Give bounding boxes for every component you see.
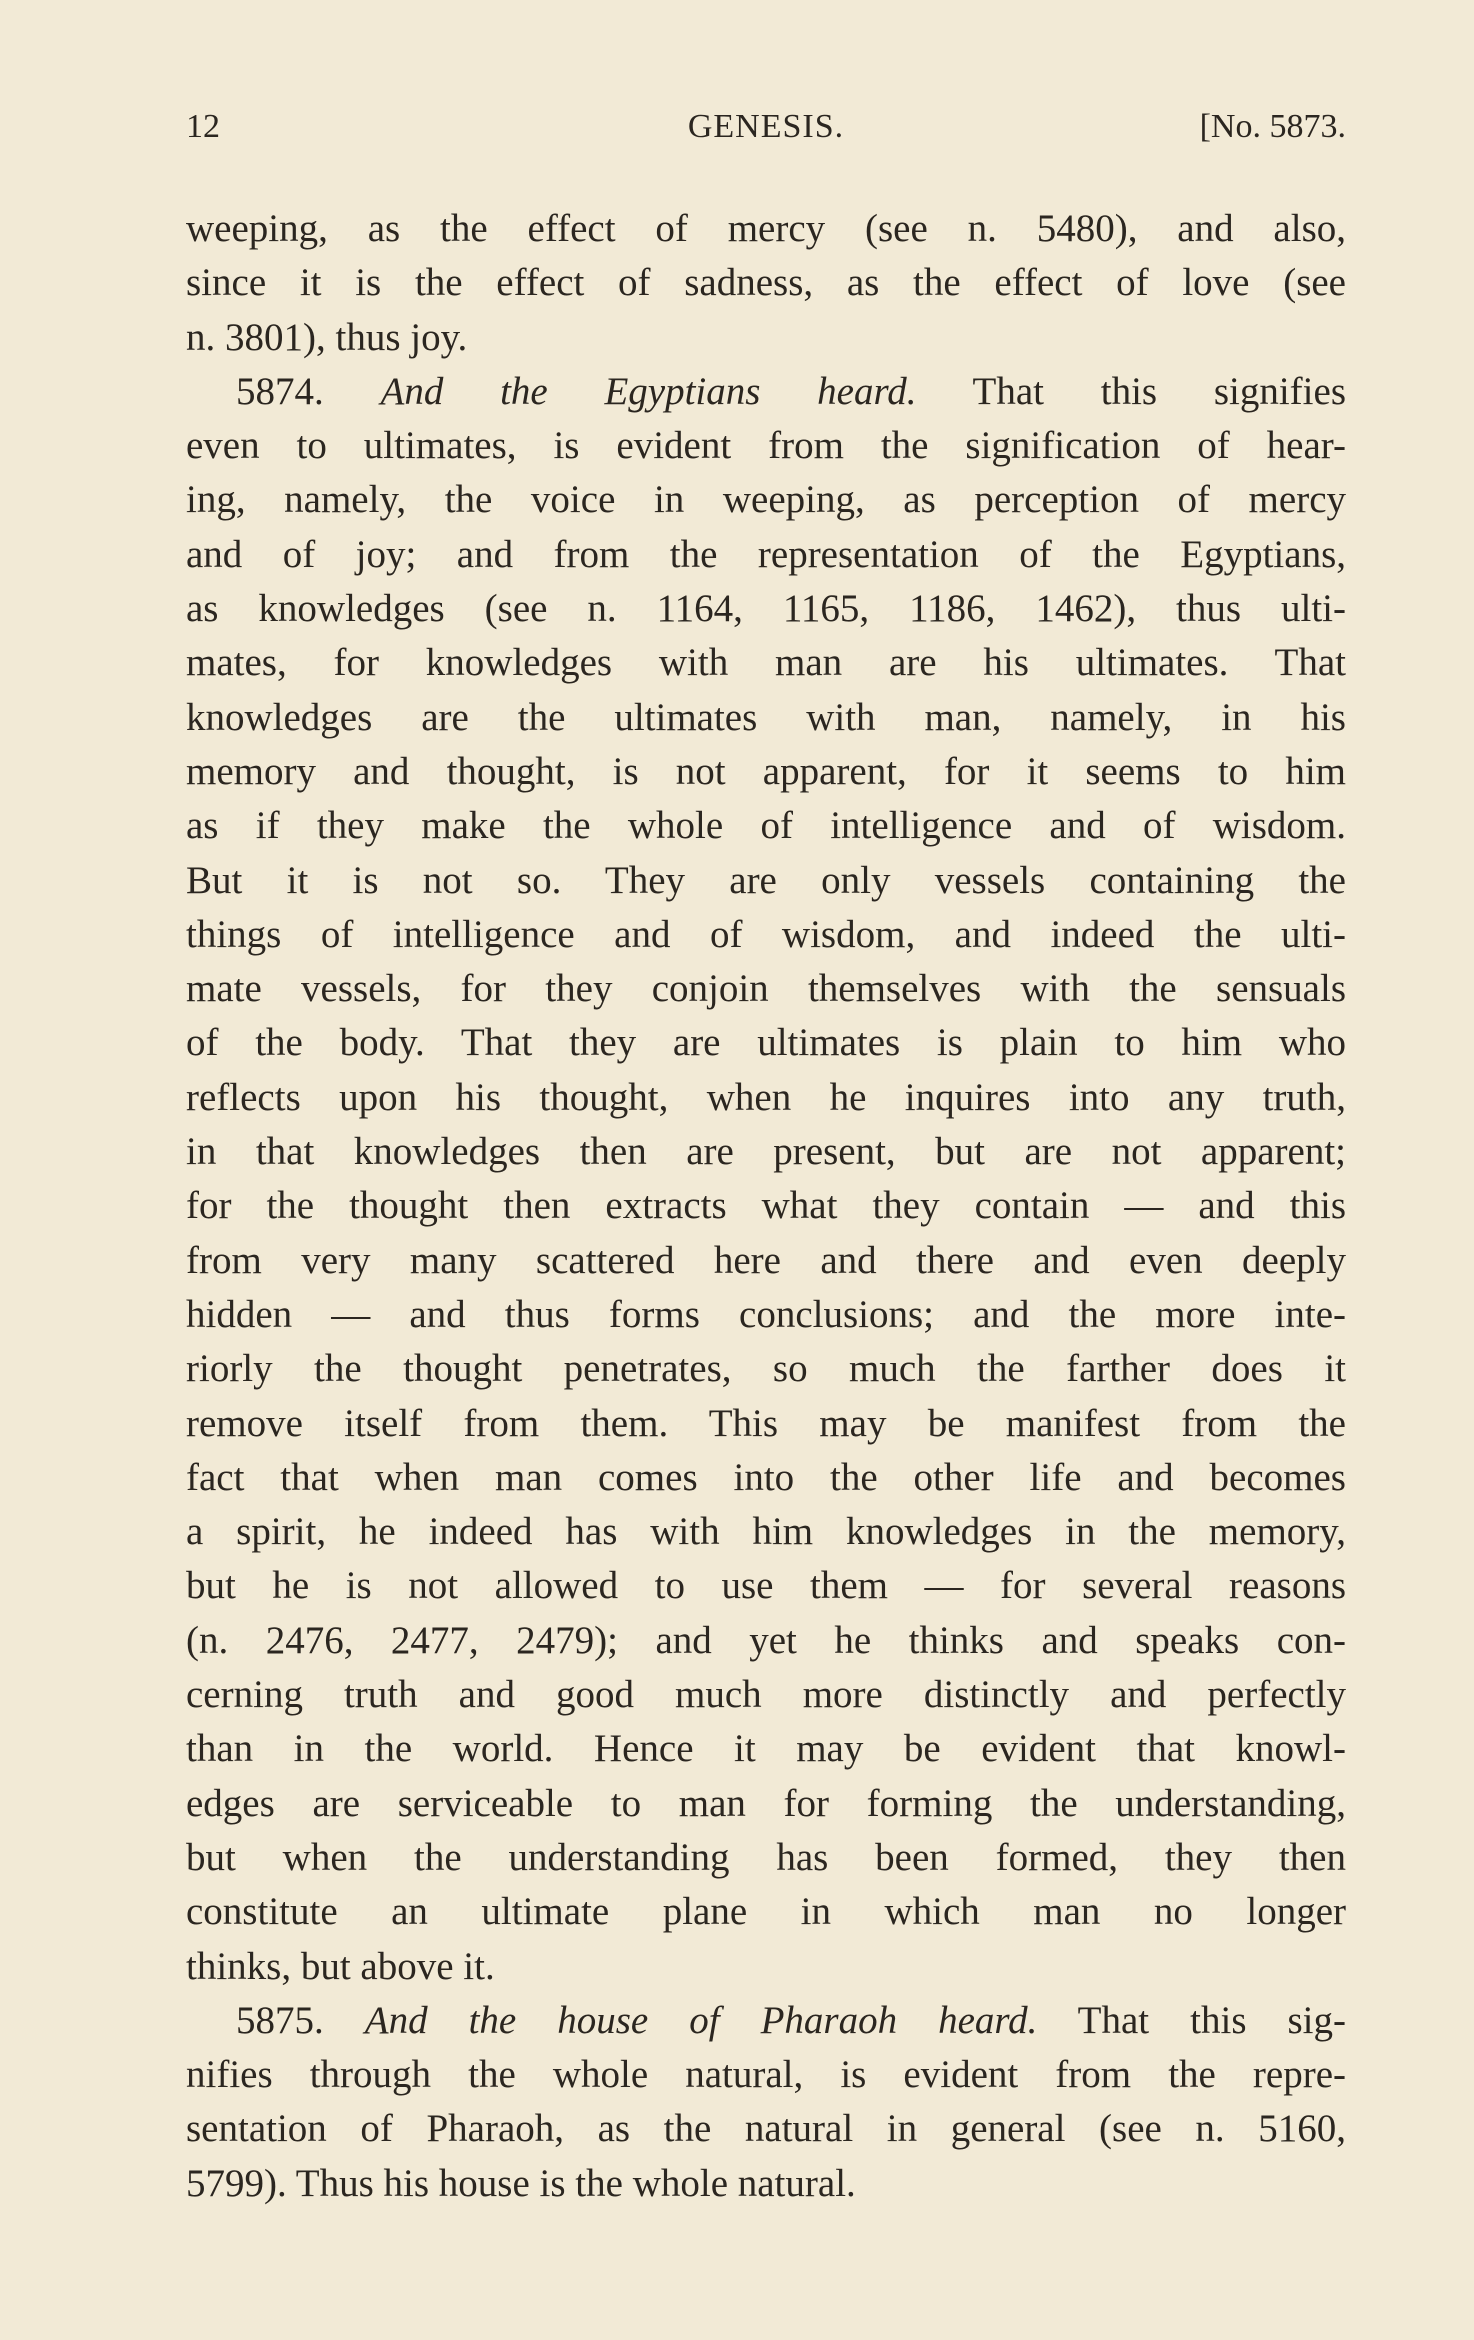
text-line xyxy=(186,962,1346,1016)
text-line xyxy=(186,2048,1346,2102)
text-segment: a spirit, he indeed has with him knowledges in the memory, xyxy=(186,1510,1346,1554)
running-title: GENESIS. xyxy=(687,108,845,145)
text-segment: 5875. xyxy=(236,1998,365,2042)
text-segment: hidden — and thus forms conclusions; and the more inte- xyxy=(186,1292,1346,1336)
text-segment: as if they make the whole of intelligence and of wisdom. xyxy=(186,804,1346,848)
text-line xyxy=(186,691,1346,745)
text-line xyxy=(186,1016,1346,1070)
text-line xyxy=(186,1071,1346,1125)
text-segment: from very many scattered here and there and even deeply xyxy=(186,1238,1346,1282)
text-segment: mate vessels, for they conjoin themselves with the sensuals xyxy=(186,967,1346,1011)
text-line xyxy=(186,528,1346,582)
text-line xyxy=(186,1179,1346,1233)
text-segment: thinks, but above it. xyxy=(186,1944,495,1988)
italic-heading: And the Egyptians heard. xyxy=(380,369,917,413)
text-segment: 5799). Thus his house is the whole natural. xyxy=(186,2161,856,2205)
text-segment: since it is the effect of sadness, as the effect of love (see xyxy=(186,261,1346,305)
text-line xyxy=(186,636,1346,690)
text-line xyxy=(186,1505,1346,1559)
text-segment: mates, for knowledges with man are his ultimates. That xyxy=(186,641,1346,685)
text-segment: ing, namely, the voice in weeping, as perception of mercy xyxy=(186,478,1346,522)
text-segment: and of joy; and from the representation of the Egyptians, xyxy=(186,532,1346,576)
text-segment: cerning truth and good much more distinctly and perfectly xyxy=(186,1673,1346,1717)
text-segment: sentation of Pharaoh, as the natural in general (see n. 5160, xyxy=(186,2107,1346,2151)
text-line xyxy=(186,256,1346,310)
text-line xyxy=(186,1940,1346,1994)
text-line xyxy=(186,1234,1346,1288)
text-line xyxy=(186,854,1346,908)
text-line xyxy=(186,1397,1346,1451)
page-number: 12 xyxy=(186,108,220,145)
text-segment: (n. 2476, 2477, 2479); and yet he thinks and speaks con- xyxy=(186,1618,1346,1662)
text-line xyxy=(186,1614,1346,1668)
text-line xyxy=(186,419,1346,473)
text-line xyxy=(186,2102,1346,2156)
text-segment: things of intelligence and of wisdom, and indeed the ulti- xyxy=(186,912,1346,956)
text-line xyxy=(186,473,1346,527)
text-segment: riorly the thought penetrates, so much the farther does it xyxy=(186,1347,1346,1391)
text-line xyxy=(186,908,1346,962)
italic-heading: And the house of Pharaoh heard. xyxy=(364,1998,1038,2042)
text-line xyxy=(186,1342,1346,1396)
text-segment: fact that when man comes into the other life and becomes xyxy=(186,1455,1346,1499)
text-segment: nifies through the whole natural, is evident from the repre- xyxy=(186,2053,1346,2097)
body-text xyxy=(186,202,1346,2211)
text-line xyxy=(186,1994,1346,2048)
text-segment: 5874. xyxy=(236,369,381,413)
text-line xyxy=(186,1885,1346,1939)
text-segment: but when the understanding has been formed, they then xyxy=(186,1835,1346,1879)
text-segment: of the body. That they are ultimates is plain to him who xyxy=(186,1021,1346,1065)
section-number: [No. 5873. xyxy=(1199,108,1346,145)
text-line xyxy=(186,1831,1346,1885)
text-line xyxy=(186,1451,1346,1505)
text-line xyxy=(186,1668,1346,1722)
text-segment: as knowledges (see n. 1164, 1165, 1186, 1462), thus ulti- xyxy=(186,587,1346,631)
text-segment: n. 3801), thus joy. xyxy=(186,315,468,359)
text-line xyxy=(186,582,1346,636)
text-line xyxy=(186,1777,1346,1831)
text-line xyxy=(186,365,1346,419)
text-segment: knowledges are the ultimates with man, namely, in his xyxy=(186,695,1346,739)
text-segment: But it is not so. They are only vessels containing the xyxy=(186,858,1346,902)
text-segment: memory and thought, is not apparent, for it seems to him xyxy=(186,749,1346,793)
text-segment: than in the world. Hence it may be evident that knowl- xyxy=(186,1727,1346,1771)
text-segment: That this sig- xyxy=(1037,1998,1346,2042)
text-line xyxy=(186,202,1346,256)
text-segment: for the thought then extracts what they contain — and this xyxy=(186,1184,1346,1228)
text-line xyxy=(186,1288,1346,1342)
text-line xyxy=(186,745,1346,799)
text-segment: reflects upon his thought, when he inquires into any truth, xyxy=(186,1075,1346,1119)
text-line xyxy=(186,2157,1346,2211)
text-segment: edges are serviceable to man for forming the understanding, xyxy=(186,1781,1346,1825)
text-segment: constitute an ultimate plane in which man no longer xyxy=(186,1890,1346,1934)
text-line xyxy=(186,1722,1346,1776)
text-segment: That this signifies xyxy=(916,369,1346,413)
text-segment: even to ultimates, is evident from the signification of hear- xyxy=(186,424,1346,468)
text-line xyxy=(186,799,1346,853)
text-segment: weeping, as the effect of mercy (see n. 5480), and also, xyxy=(186,207,1346,250)
running-header xyxy=(186,108,1346,152)
text-segment: but he is not allowed to use them — for several reasons xyxy=(186,1564,1346,1608)
text-segment: in that knowledges then are present, but are not apparent; xyxy=(186,1130,1346,1174)
text-line xyxy=(186,311,1346,365)
text-line xyxy=(186,1559,1346,1613)
text-segment: remove itself from them. This may be manifest from the xyxy=(186,1401,1346,1445)
text-line xyxy=(186,1125,1346,1179)
